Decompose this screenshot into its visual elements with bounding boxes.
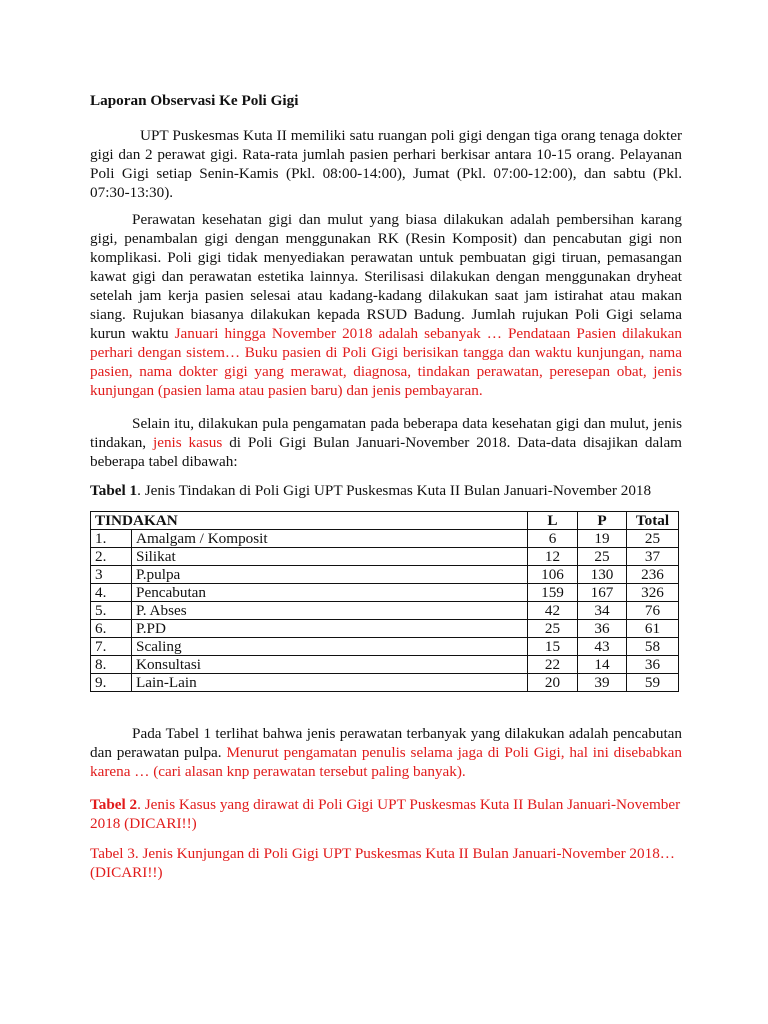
cell-l: 22 [528, 656, 578, 674]
cell-p: 14 [578, 656, 627, 674]
cell-tindakan: P.PD [132, 620, 528, 638]
cell-tindakan: Lain-Lain [132, 674, 528, 692]
cell-p: 36 [578, 620, 627, 638]
cell-tindakan: Pencabutan [132, 584, 528, 602]
table-2-caption-text: . Jenis Kasus yang dirawat di Poli Gigi UPT Puskesmas Kuta II Bulan Januari-November 2018 (DICARI!!) [90, 796, 681, 832]
cell-l: 42 [528, 602, 578, 620]
table-row [91, 548, 679, 566]
table-row [91, 602, 679, 620]
table-row [91, 584, 679, 602]
paragraph-1: UPT Puskesmas Kuta II memiliki satu ruangan poli gigi dengan tiga orang tenaga dokter gigi dan 2 perawat gigi. Rata-rata jumlah pasien perhari berkisar antara 10-15 orang. Pelayanan Poli Gigi setiap Senin-Kamis (Pkl. 08:00-14:00), Jumat (Pkl. 07:00-12:00), dan sabtu (Pkl. 07:30-13:30). [90, 127, 682, 201]
document-title: Laporan Observasi Ke Poli Gigi [90, 92, 299, 109]
header-p: P [578, 512, 627, 530]
cell-no: 2. [91, 548, 132, 566]
cell-tindakan: Konsultasi [132, 656, 528, 674]
table-1-caption-text: . Jenis Tindakan di Poli Gigi UPT Puskesmas Kuta II Bulan Januari-November 2018 [137, 482, 652, 499]
header-total: Total [627, 512, 679, 530]
cell-p: 39 [578, 674, 627, 692]
cell-total: 61 [627, 620, 679, 638]
paragraph-4-note: Menurut pengamatan penulis selama jaga di Poli Gigi, hal ini disebabkan karena … (cari alasan knp perawatan tersebut paling banyak). [90, 744, 682, 780]
table-row [91, 674, 679, 692]
table-1-caption [90, 481, 682, 500]
cell-no: 4. [91, 584, 132, 602]
header-l: L [528, 512, 578, 530]
cell-total: 59 [627, 674, 679, 692]
header-tindakan: TINDAKAN [91, 512, 528, 530]
table-row [91, 566, 679, 584]
table-1-label: Tabel 1 [90, 482, 138, 499]
cell-p: 19 [578, 530, 627, 548]
cell-no: 6. [91, 620, 132, 638]
cell-p: 167 [578, 584, 627, 602]
cell-p: 25 [578, 548, 627, 566]
paragraph-3-text-a: Selain itu, dilakukan pula pengamatan pada beberapa data kesehatan gigi dan mulut, jenis tindakan, [90, 415, 682, 451]
cell-p: 130 [578, 566, 627, 584]
paragraph-2-note: Januari hingga November 2018 adalah sebanyak … Pendataan Pasien dilakukan perhari dengan sistem… Buku pasien di Poli Gigi berisikan tangga dan waktu kunjungan, nama pasien, nama dokter gigi yang merawat, diagnosa, tindakan perawatan, peresepan obat, jenis kunjungan (pasien lama atau pasien baru) dan jenis pembayaran. [90, 325, 682, 399]
cell-p: 34 [578, 602, 627, 620]
cell-no: 9. [91, 674, 132, 692]
cell-no: 5. [91, 602, 132, 620]
paragraph-3-note: jenis kasus [152, 434, 223, 451]
cell-total: 37 [627, 548, 679, 566]
cell-no: 3 [91, 566, 132, 584]
cell-tindakan: Scaling [132, 638, 528, 656]
cell-l: 20 [528, 674, 578, 692]
paragraph-3 [90, 414, 682, 471]
cell-no: 8. [91, 656, 132, 674]
table-row [91, 638, 679, 656]
table-2-label: Tabel 2 [90, 796, 138, 813]
table-row [91, 530, 679, 548]
cell-total: 326 [627, 584, 679, 602]
cell-total: 25 [627, 530, 679, 548]
paragraph-3-text-b: di Poli Gigi Bulan Januari-November 2018. Data-data disajikan dalam beberapa tabel dibawah: [90, 434, 682, 470]
cell-no: 7. [91, 638, 132, 656]
cell-l: 25 [528, 620, 578, 638]
table-3-caption: Tabel 3. Jenis Kunjungan di Poli Gigi UPT Puskesmas Kuta II Bulan Januari-November 2018… (DICARI!!) [90, 845, 675, 881]
paragraph-2 [90, 210, 682, 400]
table-row [91, 656, 679, 674]
paragraph-2-text: Perawatan kesehatan gigi dan mulut yang biasa dilakukan adalah pembersihan karang gigi, penambalan gigi dengan menggunakan RK (Resin Komposit) dan pencabutan gigi non komplikasi. Poli gigi tidak menyediakan perawatan untuk pembuatan gigi tiruan, pemasangan kawat gigi dan perawatan estetika lainnya. Sterilisasi dilakukan dengan menggunakan dryheat setelah jam kerja pasien selesai atau kadang-kadang dilakukan saat jam istirahat atau makan siang. Rujukan biasanya dilakukan kepada RSUD Badung. Jumlah rujukan Poli Gigi selama kurun waktu [90, 211, 682, 342]
cell-tindakan: Amalgam / Komposit [132, 530, 528, 548]
cell-total: 236 [627, 566, 679, 584]
table-1 [90, 511, 679, 692]
cell-no: 1. [91, 530, 132, 548]
cell-l: 12 [528, 548, 578, 566]
cell-total: 36 [627, 656, 679, 674]
cell-tindakan: P.pulpa [132, 566, 528, 584]
table-header-row [91, 512, 679, 530]
cell-p: 43 [578, 638, 627, 656]
cell-l: 15 [528, 638, 578, 656]
cell-l: 6 [528, 530, 578, 548]
table-row [91, 620, 679, 638]
cell-l: 159 [528, 584, 578, 602]
paragraph-4-text: Pada Tabel 1 terlihat bahwa jenis perawatan terbanyak yang dilakukan adalah pencabutan dan perawatan pulpa. [90, 725, 682, 761]
cell-tindakan: Silikat [132, 548, 528, 566]
cell-l: 106 [528, 566, 578, 584]
paragraph-4 [90, 724, 682, 781]
table-2-caption [90, 795, 682, 833]
cell-total: 58 [627, 638, 679, 656]
cell-total: 76 [627, 602, 679, 620]
cell-tindakan: P. Abses [132, 602, 528, 620]
